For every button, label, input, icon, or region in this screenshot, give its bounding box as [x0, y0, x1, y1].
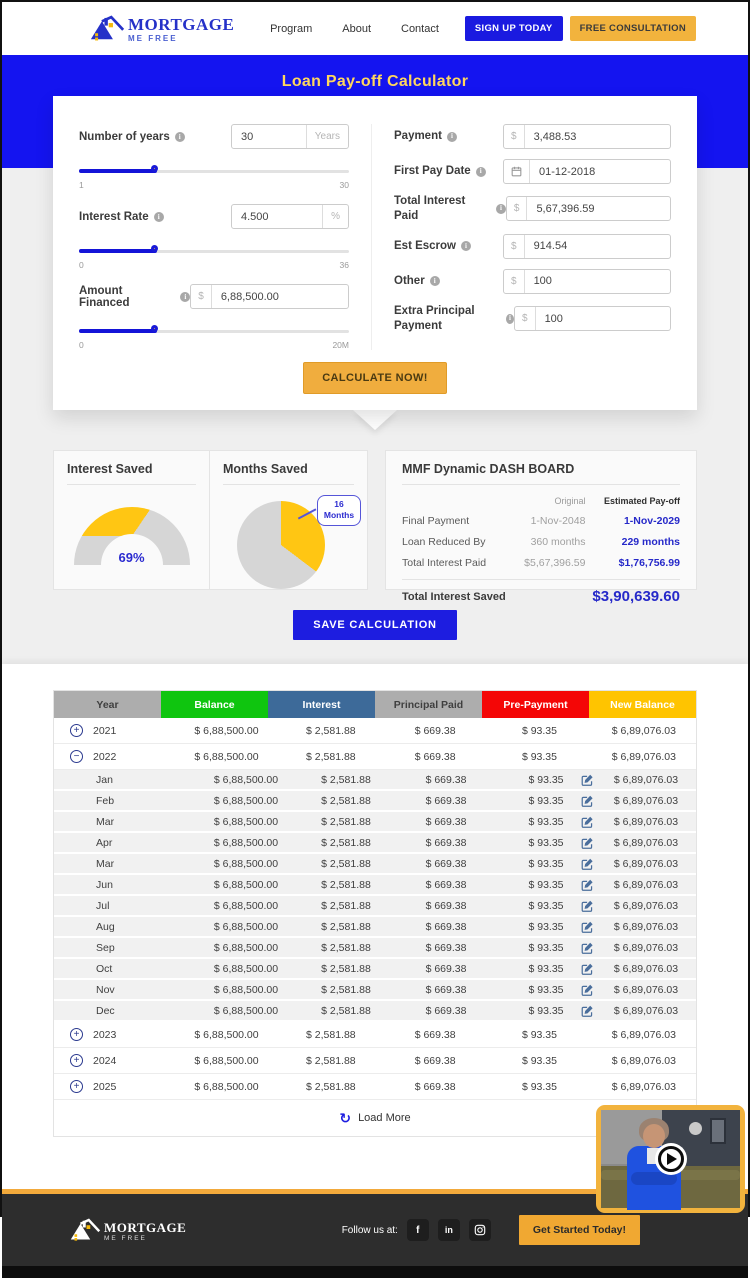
- total-interest-saved-label: Total Interest Saved: [402, 590, 506, 603]
- row-label: 2025: [93, 1080, 117, 1093]
- table-cell: $ 2,581.88: [306, 1054, 356, 1067]
- table-cell: $ 669.38: [425, 920, 467, 933]
- pre-payment-cell: $ 93.35: [521, 750, 557, 763]
- table-cell: $ 6,89,076.03: [613, 1004, 679, 1017]
- row-label: Aug: [96, 920, 115, 933]
- table-cell: $ 6,88,500.00: [213, 773, 279, 786]
- table-cell: $ 2,581.88: [321, 899, 371, 912]
- table-cell: $ 6,88,500.00: [213, 878, 279, 891]
- table-cell: $ 2,581.88: [321, 941, 371, 954]
- table-row: [54, 812, 696, 833]
- pre-payment-cell: $ 93.35: [521, 1054, 557, 1067]
- table-cell: $ 6,88,500.00: [213, 836, 279, 849]
- edit-icon[interactable]: [581, 857, 594, 870]
- table-cell: $ 6,88,500.00: [213, 983, 279, 996]
- table-cell: $ 6,89,076.03: [611, 1054, 676, 1067]
- row-label: 2024: [93, 1054, 117, 1067]
- header-pre-payment: Pre-Payment: [482, 691, 589, 718]
- dashboard-row-label: Loan Reduced By: [402, 535, 486, 548]
- table-cell: $ 6,89,076.03: [611, 1028, 676, 1041]
- table-cell: $ 669.38: [414, 1028, 456, 1041]
- pre-payment-cell: $ 93.35: [521, 1080, 557, 1093]
- info-icon[interactable]: i: [476, 167, 486, 177]
- table-row: [54, 896, 696, 917]
- play-button[interactable]: [658, 1146, 684, 1172]
- pre-payment-cell: $ 93.35: [496, 984, 596, 996]
- table-cell: $ 669.38: [425, 962, 467, 975]
- first-pay-date-input[interactable]: 01-12-2018: [503, 159, 671, 184]
- table-cell: $ 669.38: [425, 794, 467, 807]
- table-row: [54, 875, 696, 896]
- row-label: Jun: [96, 878, 113, 891]
- main-nav: [270, 23, 439, 35]
- load-more-label: Load More: [358, 1112, 411, 1124]
- table-cell: $ 2,581.88: [321, 920, 371, 933]
- table-cell: $ 6,89,076.03: [611, 750, 676, 763]
- results-row: [53, 450, 697, 605]
- brand-tagline: ME FREE: [128, 33, 178, 43]
- table-cell: $ 6,89,076.03: [613, 962, 679, 975]
- row-label: Mar: [96, 857, 115, 870]
- total-interest-paid-input[interactable]: $ 5,67,396.59: [506, 196, 671, 221]
- interest-saved-gauge: [74, 507, 190, 565]
- table-cell: $ 6,88,500.00: [194, 750, 259, 763]
- row-label: Mar: [96, 815, 115, 828]
- table-cell: $ 669.38: [425, 878, 467, 891]
- table-cell: $ 6,89,076.03: [613, 983, 679, 996]
- info-icon[interactable]: i: [506, 314, 514, 324]
- table-cell: $ 669.38: [414, 750, 456, 763]
- table-row: [54, 770, 696, 791]
- plus-icon[interactable]: +: [70, 1028, 83, 1041]
- edit-icon[interactable]: [581, 899, 594, 912]
- field-label-extra-principal-payment: Extra Principal Payment i: [394, 304, 514, 334]
- table-cell: $ 6,88,500.00: [194, 1028, 259, 1041]
- edit-icon[interactable]: [581, 1004, 594, 1017]
- calculate-now-button[interactable]: CALCULATE NOW!: [303, 362, 447, 394]
- pre-payment-cell: $ 93.35: [496, 837, 596, 849]
- extra-principal-payment-input[interactable]: $ 100: [514, 306, 671, 331]
- row-label: Jan: [96, 773, 113, 786]
- bottom-strip: [2, 1266, 748, 1278]
- table-cell: $ 2,581.88: [321, 836, 371, 849]
- table-cell: $ 2,581.88: [306, 1028, 356, 1041]
- minus-icon[interactable]: −: [70, 750, 83, 763]
- months-saved-pie: [237, 501, 325, 589]
- table-row: [54, 1048, 696, 1074]
- table-cell: $ 6,88,500.00: [194, 1080, 259, 1093]
- amortization-rows: [54, 718, 696, 1100]
- brand-name: MORTGAGE: [128, 14, 235, 34]
- dashboard-row-label: Final Payment: [402, 514, 470, 527]
- card-pointer-arrow: [353, 410, 397, 430]
- table-cell: $ 6,88,500.00: [213, 1004, 279, 1017]
- pre-payment-cell: $ 93.35: [496, 900, 596, 912]
- edit-icon[interactable]: [581, 878, 594, 891]
- table-cell: $ 6,89,076.03: [613, 773, 679, 786]
- table-cell: $ 6,88,500.00: [213, 857, 279, 870]
- linkedin-icon[interactable]: in: [438, 1219, 460, 1241]
- house-logo-icon: [70, 1218, 100, 1243]
- pre-payment-cell: $ 93.35: [496, 795, 596, 807]
- info-icon[interactable]: i: [430, 276, 440, 286]
- top-navigation-bar: [2, 2, 748, 55]
- dashboard-estimated-value: $1,76,756.99: [618, 556, 680, 569]
- interest-rate-input[interactable]: 4.500 %: [231, 204, 349, 229]
- dashboard-row-label: Total Interest Paid: [402, 556, 487, 569]
- save-calculation-button[interactable]: SAVE CALCULATION: [293, 610, 457, 640]
- brand-name: MORTGAGE: [104, 1220, 187, 1235]
- number-of-years-input[interactable]: 30 Years: [231, 124, 349, 149]
- get-started-button[interactable]: Get Started Today!: [519, 1215, 640, 1245]
- interest-saved-title: Interest Saved: [67, 462, 196, 485]
- pre-payment-cell: $ 93.35: [521, 1028, 557, 1041]
- brand-logo[interactable]: [90, 15, 234, 43]
- pre-payment-cell: $ 93.35: [496, 963, 596, 975]
- amount-financed-slider[interactable]: [79, 325, 349, 337]
- table-cell: $ 669.38: [425, 773, 467, 786]
- field-label-payment: Payment i: [394, 129, 457, 144]
- slider-max-label: 20M: [332, 340, 349, 350]
- table-cell: $ 2,581.88: [306, 1080, 356, 1093]
- slider-min-label: 0: [79, 260, 84, 270]
- months-saved-title: Months Saved: [223, 462, 354, 485]
- follow-us-label: Follow us at:: [341, 1224, 398, 1236]
- header-interest: Interest: [268, 691, 375, 718]
- slider-max-label: 36: [339, 260, 349, 270]
- slider-min-label: 1: [79, 180, 84, 190]
- dashboard-card: [385, 450, 697, 605]
- years-slider[interactable]: [79, 165, 349, 177]
- table-cell: $ 6,88,500.00: [194, 1054, 259, 1067]
- table-cell: $ 6,89,076.03: [613, 941, 679, 954]
- header-year: Year: [54, 691, 161, 718]
- dashboard-col-original: Original: [554, 495, 586, 506]
- table-cell: $ 6,89,076.03: [613, 878, 679, 891]
- table-cell: $ 2,581.88: [306, 724, 356, 737]
- header-principal-paid: Principal Paid: [375, 691, 482, 718]
- table-row: [54, 744, 696, 770]
- page-title: Loan Pay-off Calculator: [281, 73, 469, 90]
- table-cell: $ 669.38: [414, 1054, 456, 1067]
- table-cell: $ 2,581.88: [321, 1004, 371, 1017]
- nav-item-program[interactable]: Program: [270, 22, 313, 35]
- amortization-header-row: [54, 691, 696, 718]
- table-cell: $ 6,88,500.00: [213, 899, 279, 912]
- pre-payment-cell: $ 93.35: [496, 921, 596, 933]
- row-label: Feb: [96, 794, 115, 807]
- plus-icon[interactable]: +: [70, 724, 83, 737]
- field-label-est-escrow: Est Escrow i: [394, 239, 471, 254]
- months-saved-card: [210, 450, 368, 590]
- edit-icon[interactable]: [581, 983, 594, 996]
- sign-up-button[interactable]: SIGN UP TODAY: [465, 16, 563, 41]
- table-cell: $ 2,581.88: [321, 878, 371, 891]
- months-saved-callout: 16 Months: [317, 495, 361, 526]
- brand-tagline: ME FREE: [104, 1235, 147, 1242]
- field-label-number-of-years: Number of years i: [79, 131, 185, 143]
- table-row: [54, 718, 696, 744]
- pre-payment-cell: $ 93.35: [521, 724, 557, 737]
- facebook-icon[interactable]: f: [407, 1219, 429, 1241]
- table-cell: $ 2,581.88: [306, 750, 356, 763]
- table-cell: $ 669.38: [425, 899, 467, 912]
- header-balance: Balance: [161, 691, 268, 718]
- house-logo-icon: [90, 15, 124, 43]
- nav-item-contact[interactable]: Contact: [401, 22, 439, 35]
- calendar-icon: [504, 160, 530, 183]
- row-label: 2023: [93, 1028, 117, 1041]
- dashboard-title: MMF Dynamic DASH BOARD: [402, 462, 680, 485]
- table-cell: $ 6,89,076.03: [611, 1080, 676, 1093]
- edit-icon[interactable]: [581, 794, 594, 807]
- row-label: Dec: [96, 1004, 115, 1017]
- table-row: [54, 959, 696, 980]
- field-label-first-pay-date: First Pay Date i: [394, 164, 486, 179]
- table-row: [54, 1022, 696, 1048]
- table-row: [54, 917, 696, 938]
- table-cell: $ 2,581.88: [321, 983, 371, 996]
- dashboard-estimated-value: 1-Nov-2029: [623, 514, 680, 527]
- table-cell: $ 6,89,076.03: [613, 794, 679, 807]
- refresh-icon: ↻: [339, 1110, 352, 1126]
- dashboard-col-estimated: Estimated Pay-off: [603, 495, 680, 506]
- table-cell: $ 2,581.88: [321, 794, 371, 807]
- header-new-balance: New Balance: [589, 691, 696, 718]
- loan-calculator-card: [53, 96, 697, 410]
- table-cell: $ 6,88,500.00: [213, 920, 279, 933]
- calculator-values-column: [371, 124, 671, 350]
- footer-logo[interactable]: [70, 1218, 186, 1243]
- slider-min-label: 0: [79, 340, 84, 350]
- pre-payment-cell: $ 93.35: [496, 816, 596, 828]
- table-cell: $ 669.38: [425, 1004, 467, 1017]
- edit-icon[interactable]: [581, 836, 594, 849]
- field-label-interest-rate: Interest Rate i: [79, 211, 164, 223]
- table-cell: $ 669.38: [425, 983, 467, 996]
- dashboard-original-value: 360 months: [530, 535, 586, 548]
- row-label: 2022: [93, 750, 117, 763]
- pre-payment-cell: $ 93.35: [496, 858, 596, 870]
- table-cell: $ 6,88,500.00: [213, 941, 279, 954]
- table-cell: $ 6,88,500.00: [213, 962, 279, 975]
- interest-rate-slider[interactable]: [79, 245, 349, 257]
- table-cell: $ 6,88,500.00: [213, 815, 279, 828]
- row-label: 2021: [93, 724, 117, 737]
- info-icon[interactable]: i: [447, 132, 457, 142]
- total-interest-saved-value: $3,90,639.60: [592, 588, 680, 605]
- table-cell: $ 2,581.88: [321, 857, 371, 870]
- edit-icon[interactable]: [581, 941, 594, 954]
- table-cell: $ 2,581.88: [321, 962, 371, 975]
- pre-payment-cell: $ 93.35: [496, 774, 596, 786]
- table-cell: $ 669.38: [414, 724, 456, 737]
- interest-saved-card: [53, 450, 210, 590]
- info-icon[interactable]: i: [175, 132, 185, 142]
- edit-icon[interactable]: [581, 920, 594, 933]
- pre-payment-cell: $ 93.35: [496, 879, 596, 891]
- other-input[interactable]: $ 100: [503, 269, 671, 294]
- plus-icon[interactable]: +: [70, 1054, 83, 1067]
- table-cell: $ 6,89,076.03: [613, 899, 679, 912]
- free-consultation-button[interactable]: FREE CONSULTATION: [570, 16, 696, 41]
- edit-icon[interactable]: [581, 815, 594, 828]
- video-widget[interactable]: [596, 1105, 745, 1213]
- table-cell: $ 6,89,076.03: [613, 857, 679, 870]
- table-cell: $ 6,88,500.00: [194, 724, 259, 737]
- table-cell: $ 669.38: [425, 857, 467, 870]
- dashboard-estimated-value: 229 months: [621, 535, 680, 548]
- table-cell: $ 6,89,076.03: [613, 815, 679, 828]
- row-label: Nov: [96, 983, 115, 996]
- info-icon[interactable]: i: [154, 212, 164, 222]
- slider-max-label: 30: [339, 180, 349, 190]
- calculator-sliders-column: [79, 124, 371, 350]
- field-label-other: Other i: [394, 274, 440, 289]
- amortization-table: [53, 690, 697, 1137]
- table-cell: $ 6,89,076.03: [611, 724, 676, 737]
- row-label: Oct: [96, 962, 113, 975]
- field-label-amount-financed: Amount Financed i: [79, 285, 190, 309]
- amount-financed-input[interactable]: $ 6,88,500.00: [190, 284, 349, 309]
- field-label-total-interest-paid: Total Interest Paid i: [394, 194, 506, 224]
- table-cell: $ 6,88,500.00: [213, 794, 279, 807]
- info-icon[interactable]: i: [461, 241, 471, 251]
- table-row: [54, 980, 696, 1001]
- table-row: [54, 938, 696, 959]
- table-row: [54, 791, 696, 812]
- edit-icon[interactable]: [581, 962, 594, 975]
- row-label: Jul: [96, 899, 110, 912]
- interest-saved-percent: 69%: [118, 550, 145, 565]
- table-cell: $ 669.38: [425, 941, 467, 954]
- payment-input[interactable]: $ 3,488.53: [503, 124, 671, 149]
- pre-payment-cell: $ 93.35: [496, 942, 596, 954]
- table-cell: $ 6,89,076.03: [613, 836, 679, 849]
- info-icon[interactable]: i: [496, 204, 506, 214]
- table-cell: $ 6,89,076.03: [613, 920, 679, 933]
- edit-icon[interactable]: [581, 773, 594, 786]
- plus-icon[interactable]: +: [70, 1080, 83, 1093]
- table-row: [54, 1074, 696, 1100]
- nav-item-about[interactable]: About: [342, 22, 371, 35]
- dashboard-original-value: $5,67,396.59: [524, 556, 586, 569]
- table-cell: $ 669.38: [425, 815, 467, 828]
- table-row: [54, 854, 696, 875]
- pre-payment-cell: $ 93.35: [496, 1005, 596, 1017]
- table-cell: $ 669.38: [414, 1080, 456, 1093]
- instagram-icon[interactable]: [469, 1219, 491, 1241]
- est-escrow-input[interactable]: $ 914.54: [503, 234, 671, 259]
- play-icon: [667, 1153, 677, 1165]
- table-cell: $ 2,581.88: [321, 773, 371, 786]
- row-label: Apr: [96, 836, 113, 849]
- table-cell: $ 669.38: [425, 836, 467, 849]
- table-row: [54, 833, 696, 854]
- row-label: Sep: [96, 941, 115, 954]
- info-icon[interactable]: i: [180, 292, 190, 302]
- table-row: [54, 1001, 696, 1022]
- table-cell: $ 2,581.88: [321, 815, 371, 828]
- dashboard-original-value: 1-Nov-2048: [530, 514, 586, 527]
